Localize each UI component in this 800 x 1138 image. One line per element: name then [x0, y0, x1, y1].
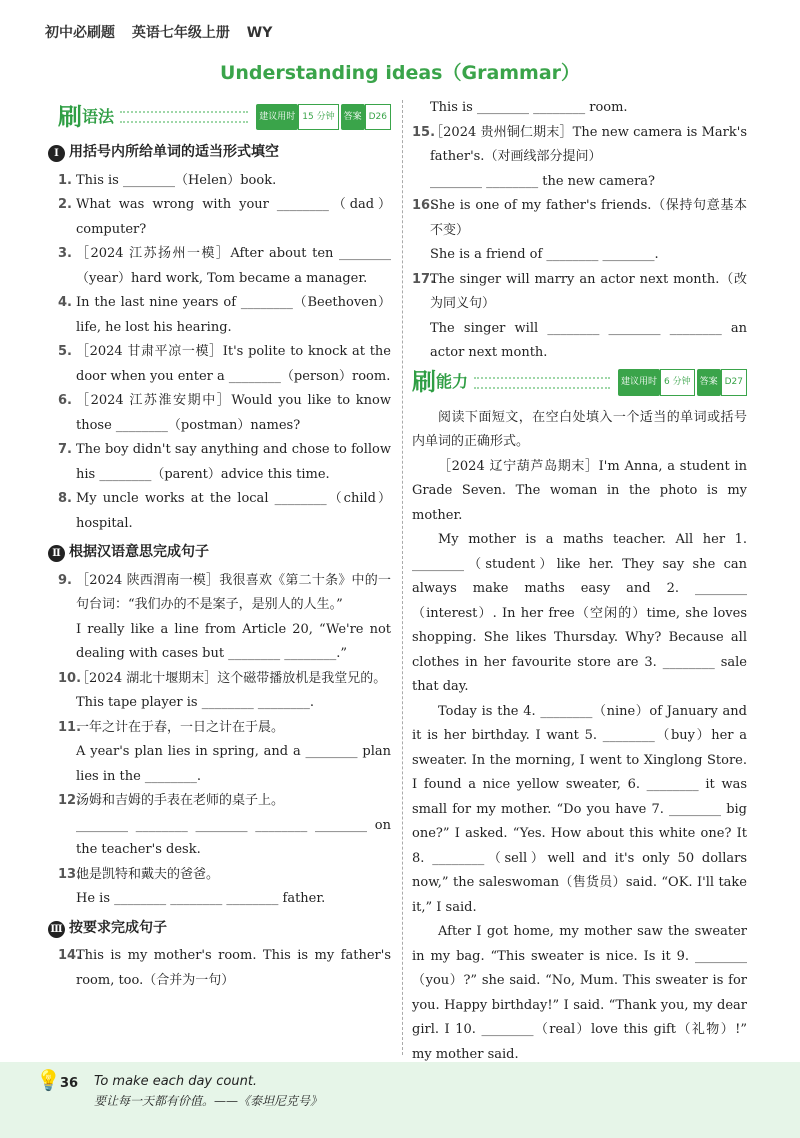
instructions: 阅读下面短文，在空白处填入一个适当的单词或括号内单词的正确形式。 — [412, 409, 747, 449]
question: 9. ［2024 陕西渭南一模］我很喜欢《第二十条》中的一句台词：“我们办的不是案子，是别人的人生。” I really like a line from Article 20, “We're not dealing with cases but ________ ________.” — [58, 572, 391, 661]
question: 6. ［2024 江苏淮安期中］Would you like to know those ________（postman）names? — [58, 393, 391, 433]
ability-section-banner — [412, 366, 747, 400]
question: 3. ［2024 江苏扬州一模］After about ten ________（year）hard work, Tom became a manager. — [58, 246, 391, 286]
banner-dots — [474, 377, 610, 389]
column-divider — [402, 100, 403, 1055]
grammar-section-banner — [58, 100, 391, 134]
time-value: 15 分钟 — [298, 104, 338, 131]
passage-paragraph: After I got home, my mother saw the sweater in my bag. “This sweater is nice. Is it 9. ________（you）?” she said. “No, Mum. This sweater is for you. Happy birthday!” I said. “Thank you, my dear girl. I 10. ________（real）love this gift（礼物）!” my mother said. — [412, 924, 747, 1062]
lightbulb-icon: 💡 — [36, 1068, 61, 1092]
page-title: Understanding ideas（Grammar） — [219, 62, 581, 84]
time-label: 建议用时 — [256, 104, 298, 131]
question: 4. In the last nine years of ________（Beethoven）life, he lost his hearing. — [58, 295, 391, 335]
brush-icon: 刷 — [412, 368, 436, 397]
banner-label: 语法 — [82, 106, 115, 126]
book-name: 初中必刷题 — [45, 25, 115, 41]
question: 16. She is one of my father's friends.（保持句意基本不变） She is a friend of ________ ________. — [412, 198, 747, 262]
section-heading: Ⅲ 按要求完成句子 — [48, 916, 391, 941]
passage-paragraph: ［2024 辽宁葫芦岛期末］I'm Anna, a student in Grade Seven. The woman in the photo is my mother. — [412, 458, 747, 523]
section-heading: Ⅰ 用括号内所给单词的适当形式填空 — [48, 140, 391, 165]
section-heading: Ⅱ 根据汉语意思完成句子 — [48, 540, 391, 565]
quote-english: To make each day count. — [94, 1074, 258, 1089]
question: 12. 汤姆和吉姆的手表在老师的桌子上。 ________ ________ ________ ________ ________ on the teacher's desk. — [58, 793, 391, 857]
time-value: 6 分钟 — [660, 369, 695, 396]
subject-name: 英语七年级上册 — [131, 25, 230, 41]
question: 11. 一年之计在于春，一日之计在于晨。 A year's plan lies in spring, and a ________ plan lies in the ________. — [58, 719, 391, 784]
banner-dots — [120, 111, 248, 123]
question: 7. The boy didn't say anything and chose to follow his ________（parent）advice this time. — [58, 442, 391, 482]
question-continued: This is ________ ________ room. — [430, 100, 628, 115]
question: 15. ［2024 贵州铜仁期末］The new camera is Mark's father's.（对画线部分提问） ________ ________ the new camera? — [412, 124, 747, 189]
brush-icon: 刷 — [58, 102, 82, 131]
passage-paragraph: My mother is a maths teacher. All her 1. ________（student）like her. They say she can always make maths easy and 2. ________（interest）. In her free（空闲的）time, she loves shopping. She likes Thursday. Why? Because all clothes in her favourite store are 3. ________ sale that day. — [412, 532, 747, 694]
page-number: 36 — [60, 1076, 79, 1091]
quote-chinese: 要让每一天都有价值。——《泰坦尼克号》 — [94, 1094, 323, 1108]
answer-label: 答案 — [697, 369, 721, 396]
question: 10. ［2024 湖北十堰期末］这个磁带播放机是我堂兄的。 This tape player is ________ ________. — [58, 670, 387, 710]
left-column — [50, 100, 391, 993]
edition-name: WY — [246, 25, 273, 41]
answer-value: D27 — [721, 369, 747, 396]
page-footer — [0, 1062, 800, 1138]
right-column — [412, 96, 747, 1067]
question: 2. What was wrong with your ________（dad）computer? — [58, 197, 391, 237]
banner-label: 能力 — [436, 372, 469, 392]
question: 17. The singer will marry an actor next month.（改为同义句） The singer will ________ ________ ________ an actor next month. — [412, 271, 747, 360]
passage-paragraph: Today is the 4. ________（nine）of January and it is her birthday. I want 5. ________（buy）her a sweater. In the morning, I went to Xinglong Store. I found a nice yellow sweater, 6. ________ it was small for my mother. “Do you have 7. ________ big one?” I asked. “Yes. How about this white one? It 8. ________（sell）well and it's only 50 dollars now,” the saleswoman（售货员）said. “OK. I'll take it,” I said. — [412, 703, 747, 915]
answer-value: D26 — [365, 104, 391, 131]
question: 8. My uncle works at the local ________（child）hospital. — [58, 491, 391, 531]
time-label: 建议用时 — [618, 369, 660, 396]
question: 1. This is ________（Helen）book. — [58, 172, 277, 188]
question: 5. ［2024 甘肃平凉一模］It's polite to knock at the door when you enter a ________（person）room. — [58, 344, 391, 384]
answer-label: 答案 — [341, 104, 365, 131]
question: 14. This is my mother's room. This is my father's room, too.（合并为一句） — [58, 948, 391, 988]
running-header — [45, 22, 284, 42]
question: 13. 他是凯特和戴夫的爸爸。 He is ________ ________ ________ father. — [58, 866, 326, 906]
